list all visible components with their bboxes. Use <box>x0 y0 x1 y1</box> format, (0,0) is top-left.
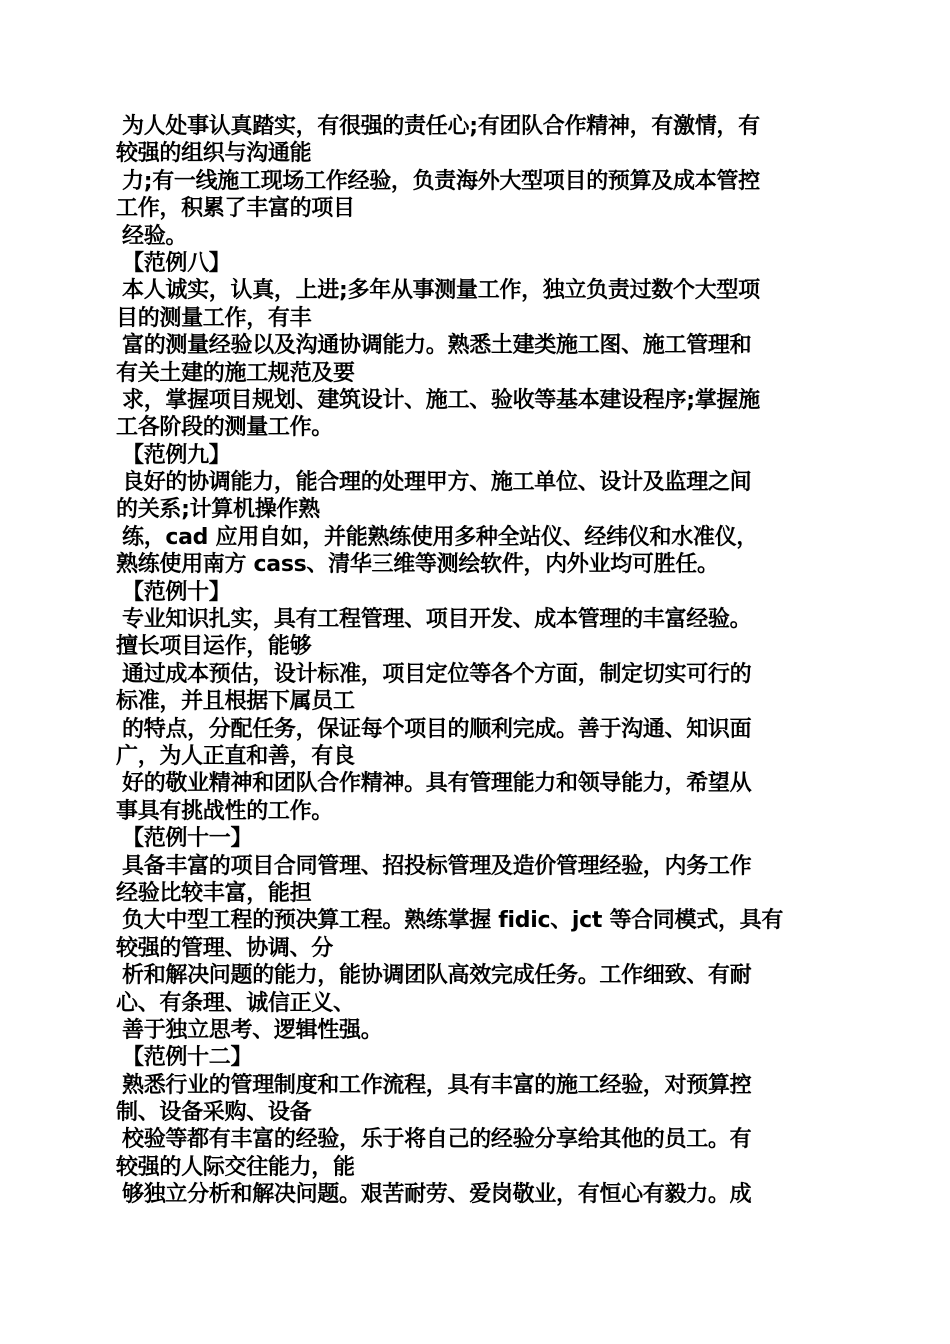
text-line: 工作，积累了丰富的项目 <box>116 196 355 222</box>
text-line: 校验等都有丰富的经验，乐于将自己的经验分享给其他的员工。有 <box>122 1127 752 1153</box>
text-line: 本人诚实，认真，上进;多年从事测量工作，独立负责过数个大型项 <box>122 278 760 304</box>
text-line: 为人处事认真踏实，有很强的责任心;有团队合作精神，有激情，有 <box>122 114 760 139</box>
text-line: 较强的人际交往能力，能 <box>116 1154 355 1180</box>
text-line: 善于独立思考、逻辑性强。 <box>122 1017 383 1043</box>
text-line: 专业知识扎实，具有工程管理、项目开发、成本管理的丰富经验。 <box>122 607 752 633</box>
section-heading: 【范例十一】 <box>122 826 253 852</box>
text-line: 的关系;计算机操作熟 <box>116 497 320 523</box>
text-line: 广，为人正直和善，有良 <box>116 743 355 769</box>
text-line: 心、有条理、诚信正义、 <box>116 990 355 1016</box>
text-line: 良好的协调能力，能合理的处理甲方、施工单位、设计及监理之间 <box>122 470 752 496</box>
text-line: 具备丰富的项目合同管理、招投标管理及造价管理经验，内务工作 <box>122 853 752 879</box>
text-line: 析和解决问题的能力，能协调团队高效完成任务。工作细致、有耐 <box>122 963 752 989</box>
text-line: 事具有挑战性的工作。 <box>116 798 334 824</box>
text-line: 的特点，分配任务，保证每个项目的顺利完成。善于沟通、知识面 <box>122 716 752 742</box>
section-heading: 【范例九】 <box>122 442 231 468</box>
text-line: 较强的管理、协调、分 <box>116 935 334 961</box>
text-line: 较强的组织与沟通能 <box>116 141 312 167</box>
text-line: 负大中型工程的预决算工程。熟练掌握 fidic、jct 等合同模式，具有 <box>122 908 784 934</box>
text-line: 熟练使用南方 cass、清华三维等测绘软件，内外业均可胜任。 <box>116 552 719 578</box>
text-line: 力;有一线施工现场工作经验，负责海外大型项目的预算及成本管控 <box>122 168 760 194</box>
text-line: 制、设备采购、设备 <box>116 1100 312 1126</box>
text-line: 经验。 <box>122 223 188 249</box>
section-heading: 【范例八】 <box>122 250 231 276</box>
document-body <box>116 113 828 1209</box>
text-line: 熟悉行业的管理制度和工作流程，具有丰富的施工经验，对预算控 <box>122 1072 752 1098</box>
text-line: 擅长项目运作，能够 <box>116 634 312 660</box>
text-line: 标准，并且根据下属员工 <box>116 689 355 715</box>
text-line: 目的测量工作，有丰 <box>116 305 312 331</box>
text-line: 好的敬业精神和团队合作精神。具有管理能力和领导能力，希望从 <box>122 771 752 797</box>
section-heading: 【范例十】 <box>122 579 231 605</box>
text-line: 有关土建的施工规范及要 <box>116 360 355 386</box>
text-line: 工各阶段的测量工作。 <box>116 415 334 441</box>
section-heading: 【范例十二】 <box>122 1045 253 1071</box>
text-line: 够独立分析和解决问题。艰苦耐劳、爱岗敬业，有恒心有毅力。成 <box>122 1182 752 1208</box>
text-line: 通过成本预估，设计标准，项目定位等各个方面，制定切实可行的 <box>122 661 752 687</box>
text-line: 经验比较丰富，能担 <box>116 880 312 906</box>
text-line: 富的测量经验以及沟通协调能力。熟悉土建类施工图、施工管理和 <box>122 333 752 359</box>
text-line: 练，cad 应用自如，并能熟练使用多种全站仪、经纬仪和水准仪， <box>122 524 758 550</box>
text-line: 求，掌握项目规划、建筑设计、施工、验收等基本建设程序;掌握施 <box>122 387 760 413</box>
